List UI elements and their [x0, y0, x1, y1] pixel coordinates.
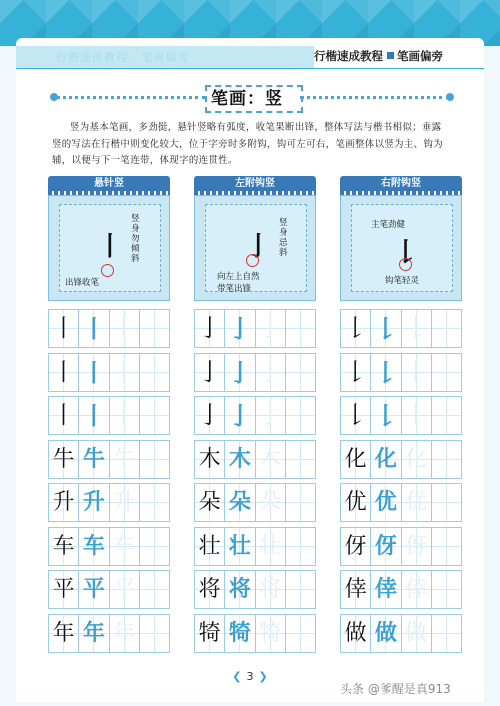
practice-cell[interactable]: [255, 614, 285, 653]
example-char: 倖: [344, 577, 367, 602]
column-title: 右附钩竖: [340, 176, 462, 191]
practice-cell[interactable]: [109, 440, 139, 479]
arrow-right-icon: ❯: [258, 670, 268, 683]
practice-cell[interactable]: [401, 483, 431, 522]
practice-cell[interactable]: [78, 440, 108, 479]
practice-row: [48, 614, 170, 653]
ghost-char: 丨: [112, 314, 137, 342]
example-char: 木: [198, 446, 221, 472]
watermark: 头条 @爹醒是真913: [340, 682, 451, 696]
ghost-char: 车: [113, 533, 136, 559]
practice-cell[interactable]: [109, 614, 139, 653]
practice-cell[interactable]: [401, 614, 431, 653]
practice-row: [194, 396, 316, 435]
practice-cell[interactable]: [401, 309, 431, 348]
traced-char: 化: [374, 445, 397, 472]
example-char: 年: [52, 620, 75, 646]
practice-cell[interactable]: [340, 614, 370, 653]
practice-cell[interactable]: [255, 527, 285, 566]
practice-cell[interactable]: [401, 527, 431, 566]
practice-row: [194, 440, 316, 479]
practice-cell[interactable]: [431, 309, 462, 348]
traced-char: 𠄌: [373, 314, 398, 343]
practice-cell[interactable]: [48, 440, 78, 479]
demo-panel: [340, 195, 462, 301]
practice-row: [48, 396, 170, 435]
practice-cell[interactable]: [370, 614, 400, 653]
practice-cell[interactable]: [370, 396, 400, 435]
practice-cell[interactable]: [109, 570, 139, 609]
practice-cell[interactable]: [285, 353, 316, 392]
practice-cell[interactable]: [224, 483, 254, 522]
practice-cell[interactable]: [340, 440, 370, 479]
practice-cell[interactable]: [139, 614, 170, 653]
book-title: [314, 48, 484, 66]
header-divider: [16, 68, 484, 69]
practice-row: [340, 483, 462, 522]
column-xuanzhen: [48, 176, 170, 657]
traced-char: 丨: [81, 357, 106, 387]
square-bullet-icon: [387, 52, 394, 59]
example-char: 𠄌: [343, 314, 368, 342]
practice-cell[interactable]: [401, 353, 431, 392]
demo-note: 出锋收笔: [65, 278, 100, 288]
practice-cell[interactable]: [109, 483, 139, 522]
practice-cell[interactable]: [224, 353, 254, 392]
practice-cell[interactable]: [78, 570, 108, 609]
practice-cell[interactable]: [431, 527, 462, 566]
practice-cell[interactable]: [139, 396, 170, 435]
practice-cell[interactable]: [431, 570, 462, 609]
example-char: 做: [344, 620, 367, 646]
traced-char: 亅: [227, 357, 252, 387]
ghost-char: 丨: [112, 357, 137, 386]
practice-cell[interactable]: [139, 483, 170, 522]
practice-cell[interactable]: [431, 396, 462, 435]
traced-char: 壮: [228, 532, 251, 559]
practice-cell[interactable]: [255, 440, 285, 479]
practice-cell[interactable]: [48, 483, 78, 522]
practice-cell[interactable]: [78, 309, 108, 348]
practice-cell[interactable]: [194, 614, 224, 653]
example-char: 车: [52, 533, 75, 559]
practice-cell[interactable]: [340, 527, 370, 566]
ghost-char: 牛: [113, 446, 136, 472]
traced-char: 升: [82, 489, 105, 515]
practice-cell[interactable]: [194, 527, 224, 566]
page-number-text: 3: [246, 670, 254, 683]
dot-icon: [50, 93, 58, 101]
example-char: 丨: [51, 357, 76, 386]
practice-row: [340, 527, 462, 566]
demo-note: 主笔劲健: [371, 220, 406, 230]
practice-cell[interactable]: [48, 396, 78, 435]
ghost-char: 𠄌: [404, 357, 429, 386]
ghost-char: 𠄌: [404, 401, 429, 429]
demo-note: 向左上自然: [217, 272, 260, 282]
ghost-char: 年: [113, 620, 136, 646]
practice-cell[interactable]: [255, 570, 285, 609]
ghost-char: 犄: [259, 620, 282, 646]
practice-row: [194, 527, 316, 566]
practice-cell[interactable]: [431, 353, 462, 392]
practice-cell[interactable]: [340, 309, 370, 348]
ghost-char: 亅: [258, 357, 283, 386]
traced-char: 亅: [227, 401, 252, 430]
practice-cell[interactable]: [224, 614, 254, 653]
practice-cell[interactable]: [340, 353, 370, 392]
traced-char: 丨: [81, 401, 106, 430]
traced-char: 丨: [81, 314, 106, 343]
practice-cell[interactable]: [78, 353, 108, 392]
demo-note: 钩笔轻灵: [385, 276, 420, 286]
practice-cell[interactable]: [285, 527, 316, 566]
practice-row: [48, 353, 170, 392]
ghost-char: 倖: [405, 577, 428, 602]
demo-stroke: 亅: [245, 232, 272, 262]
practice-cell[interactable]: [340, 570, 370, 609]
traced-char: 𠄌: [373, 357, 398, 387]
example-char: 𠄌: [343, 357, 368, 386]
practice-cell[interactable]: [78, 483, 108, 522]
practice-cell[interactable]: [224, 527, 254, 566]
practice-cell[interactable]: [194, 396, 224, 435]
ghost-char: 朵: [259, 490, 282, 515]
practice-row: [48, 483, 170, 522]
ghost-char: 壮: [259, 533, 282, 559]
header-ghost-text: 行楷速成教程 · 笔画偏旁: [56, 51, 190, 64]
practice-cell[interactable]: [109, 309, 139, 348]
circle-marker-icon: [246, 254, 259, 267]
practice-cell[interactable]: [139, 353, 170, 392]
practice-cell[interactable]: [285, 614, 316, 653]
demo-stroke: 丨: [97, 232, 124, 262]
ghost-char: 𠄌: [404, 314, 429, 342]
column-zuofugou: [194, 176, 316, 657]
example-char: 优: [344, 490, 367, 515]
demo-stroke: 𠄌: [393, 238, 420, 268]
practice-row: [194, 309, 316, 348]
practice-cell[interactable]: [255, 353, 285, 392]
practice-cell[interactable]: [285, 396, 316, 435]
practice-cell[interactable]: [194, 353, 224, 392]
practice-cell[interactable]: [370, 353, 400, 392]
ghost-char: 木: [259, 446, 282, 472]
title-dots-left: [56, 96, 206, 99]
practice-row: [194, 614, 316, 653]
column-title: 悬针竖: [48, 176, 170, 191]
example-char: 朵: [198, 490, 221, 515]
example-char: 壮: [198, 533, 221, 559]
practice-cell[interactable]: [285, 570, 316, 609]
practice-cell[interactable]: [224, 570, 254, 609]
practice-row: [194, 570, 316, 609]
practice-cell[interactable]: [370, 309, 400, 348]
demo-panel: [194, 195, 316, 301]
header-band: [16, 46, 314, 68]
book-title-text: 行楷速成教程: [314, 49, 383, 63]
practice-cell[interactable]: [255, 483, 285, 522]
dot-icon: [446, 93, 454, 101]
practice-cell[interactable]: [109, 527, 139, 566]
practice-cell[interactable]: [401, 396, 431, 435]
practice-cell[interactable]: [78, 614, 108, 653]
ghost-char: 升: [113, 490, 136, 515]
practice-cell[interactable]: [224, 440, 254, 479]
practice-grid: [48, 309, 170, 653]
practice-grid: [340, 309, 462, 653]
practice-cell[interactable]: [109, 353, 139, 392]
practice-cell[interactable]: [109, 396, 139, 435]
section-name: 笔画偏旁: [397, 49, 443, 63]
practice-row: [340, 440, 462, 479]
demo-note: 竖身勿倾斜: [131, 214, 140, 264]
example-char: 亅: [197, 314, 222, 342]
practice-row: [340, 614, 462, 653]
practice-row: [340, 396, 462, 435]
example-char: 亅: [197, 357, 222, 386]
practice-cell[interactable]: [194, 570, 224, 609]
practice-cell[interactable]: [48, 570, 78, 609]
practice-cell[interactable]: [340, 396, 370, 435]
practice-cell[interactable]: [285, 309, 316, 348]
example-char: 牛: [52, 446, 75, 472]
example-char: 丨: [51, 314, 76, 342]
practice-row: [194, 483, 316, 522]
traced-char: 将: [228, 576, 251, 602]
traced-char: 伢: [374, 532, 397, 559]
demo-note: 带笔出锋: [217, 284, 252, 294]
ghost-char: 丨: [112, 401, 137, 429]
example-char: 亅: [197, 401, 222, 429]
example-char: 犄: [198, 620, 221, 646]
ghost-char: 平: [113, 577, 136, 602]
traced-char: 车: [82, 532, 105, 559]
column-title: 左附钩竖: [194, 176, 316, 191]
ghost-char: 优: [405, 490, 428, 515]
practice-cell[interactable]: [285, 483, 316, 522]
practice-cell[interactable]: [431, 440, 462, 479]
practice-row: [48, 570, 170, 609]
traced-char: 亅: [227, 314, 252, 343]
circle-marker-icon: [101, 264, 114, 277]
ghost-char: 将: [259, 577, 282, 602]
practice-cell[interactable]: [370, 570, 400, 609]
practice-row: [340, 570, 462, 609]
practice-row: [48, 309, 170, 348]
traced-char: 倖: [374, 576, 397, 602]
practice-cell[interactable]: [401, 440, 431, 479]
ghost-char: 做: [405, 620, 428, 646]
example-char: 𠄌: [343, 401, 368, 429]
example-char: 丨: [51, 401, 76, 429]
practice-cell[interactable]: [255, 396, 285, 435]
traced-char: 木: [228, 445, 251, 472]
practice-cell[interactable]: [224, 309, 254, 348]
ghost-char: 化: [405, 446, 428, 472]
ghost-char: 亅: [258, 401, 283, 429]
practice-cell[interactable]: [48, 527, 78, 566]
example-char: 伢: [344, 533, 367, 559]
traced-char: 牛: [82, 445, 105, 472]
practice-cell[interactable]: [139, 570, 170, 609]
example-char: 化: [344, 446, 367, 472]
practice-cell[interactable]: [285, 440, 316, 479]
practice-cell[interactable]: [139, 527, 170, 566]
practice-row: [340, 309, 462, 348]
practice-cell[interactable]: [340, 483, 370, 522]
practice-cell[interactable]: [78, 396, 108, 435]
traced-char: 犄: [228, 619, 251, 646]
traced-char: 年: [82, 619, 105, 646]
arrow-left-icon: ❮: [232, 670, 242, 683]
practice-cell[interactable]: [48, 353, 78, 392]
ghost-char: 亅: [258, 314, 283, 342]
traced-char: 优: [374, 489, 397, 515]
circle-marker-icon: [399, 258, 412, 271]
traced-char: 𠄌: [373, 401, 398, 430]
practice-cell[interactable]: [139, 440, 170, 479]
column-youfugou: [340, 176, 462, 657]
intro-paragraph: 竖为基本笔画，多劲挺，悬针竖略有弧度，收笔果断出锋，整体写法与楷书相似；垂露竖的写法在行楷中则变化较大，位于字旁时多附钩，钩可左可右，笔画整体以竖为主、钩为辅，以便与下一笔连带，体现字的连贯性。: [52, 122, 444, 166]
practice-row: [48, 440, 170, 479]
example-char: 将: [198, 577, 221, 602]
title-dots-right: [300, 96, 450, 99]
traced-char: 朵: [228, 489, 251, 515]
practice-cell[interactable]: [370, 440, 400, 479]
practice-grid: [194, 309, 316, 653]
demo-panel: [48, 195, 170, 301]
practice-cell[interactable]: [255, 309, 285, 348]
practice-cell[interactable]: [48, 309, 78, 348]
demo-note: 竖身忌斜: [279, 218, 288, 258]
practice-cell[interactable]: [78, 527, 108, 566]
practice-cell[interactable]: [370, 527, 400, 566]
practice-row: [340, 353, 462, 392]
practice-cell[interactable]: [401, 570, 431, 609]
practice-cell[interactable]: [224, 396, 254, 435]
practice-cell[interactable]: [370, 483, 400, 522]
practice-row: [48, 527, 170, 566]
practice-cell[interactable]: [139, 309, 170, 348]
practice-cell[interactable]: [194, 440, 224, 479]
practice-cell[interactable]: [194, 483, 224, 522]
practice-cell[interactable]: [194, 309, 224, 348]
practice-cell[interactable]: [431, 614, 462, 653]
practice-cell[interactable]: [431, 483, 462, 522]
ghost-char: 伢: [405, 533, 428, 559]
page-title: 笔画：竖: [211, 89, 283, 109]
example-char: 升: [52, 490, 75, 515]
practice-cell[interactable]: [48, 614, 78, 653]
example-char: 平: [52, 577, 75, 602]
traced-char: 做: [374, 619, 397, 646]
practice-row: [194, 353, 316, 392]
traced-char: 平: [82, 576, 105, 602]
